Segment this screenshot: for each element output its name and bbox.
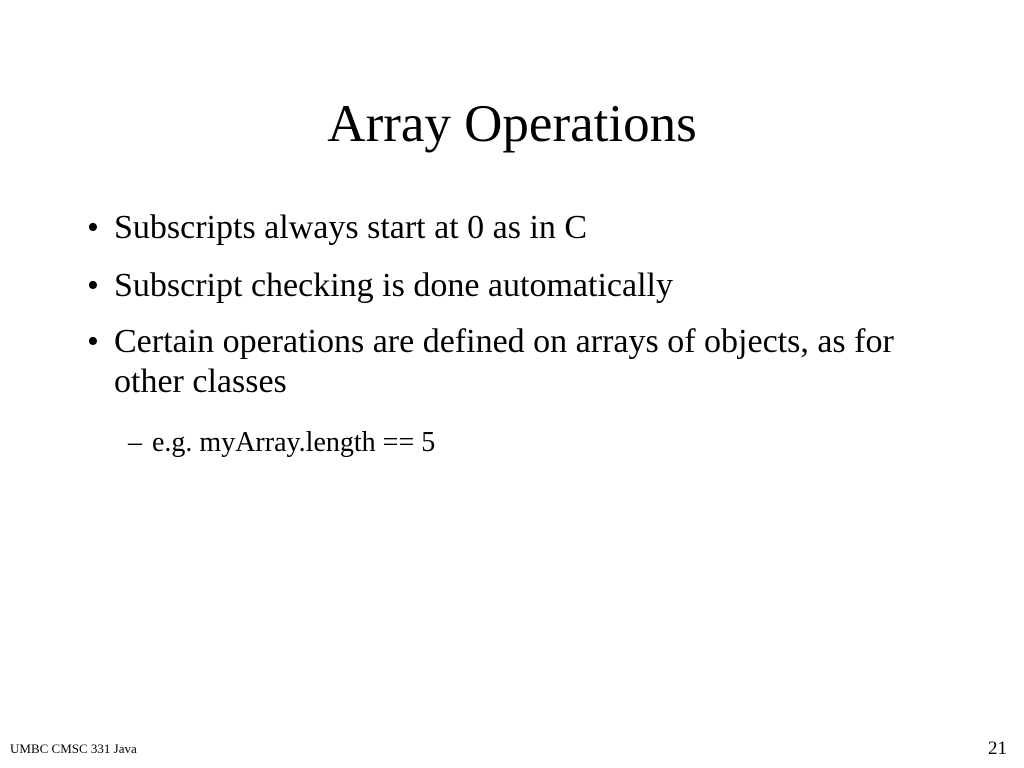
slide-title: Array Operations xyxy=(327,95,697,153)
footer-course-label: UMBC CMSC 331 Java xyxy=(10,741,137,756)
bullet-item xyxy=(87,322,967,402)
bullet-text: Certain operations are defined on arrays of objects, as for other classes xyxy=(114,323,894,400)
bullet-item xyxy=(87,208,967,248)
page-number: 21 xyxy=(988,738,1007,759)
bullet-item xyxy=(87,266,967,306)
bullet-text: Subscripts always start at 0 as in C xyxy=(114,209,588,246)
bullet-marker: • xyxy=(87,267,99,304)
bullet-text: Subscript checking is done automatically xyxy=(114,267,673,304)
bullet-marker: • xyxy=(87,209,99,246)
sub-bullet-item xyxy=(128,426,968,460)
bullet-marker: • xyxy=(87,323,99,360)
sub-bullet-marker: – xyxy=(128,427,142,458)
sub-bullet-text: e.g. myArray.length == 5 xyxy=(152,427,436,458)
